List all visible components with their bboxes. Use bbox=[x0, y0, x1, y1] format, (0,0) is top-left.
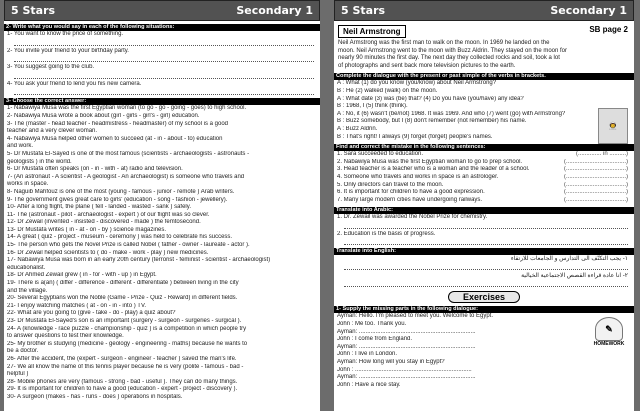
mcq-item: 22- What are you going to (give - take - do - play) a quiz about? bbox=[7, 310, 176, 317]
answer-line bbox=[344, 263, 628, 270]
dialogue-line: A : No, it (6) wasn't (be/not) 1968. It was 1969. And who (7) went (go) with Armstrong? bbox=[337, 110, 566, 117]
dialogue-heading: Complete the dialogue with the present or past simple of the verbs in brackets. bbox=[334, 73, 634, 80]
paragraph-line: of photographs and sent back more television pictures to the earth. bbox=[338, 62, 516, 69]
mcq-item: 6- Dr Mustafa often speaks (on - in - with - at) radio and television. bbox=[7, 166, 183, 173]
answer-line bbox=[14, 88, 314, 95]
mcq-item: and work. bbox=[7, 143, 34, 150]
mcq-item: works in space. bbox=[7, 181, 49, 188]
mcq-item: 12- Dr Zewail (invented - insisted - discovered - made ) the femtosecond. bbox=[7, 219, 201, 226]
mcq-item: 11- The (astronaut - pilot - archaeologist - expert ) of our flight was so clever. bbox=[7, 211, 210, 218]
to-arabic-item: 2. Education is the basis of progress. bbox=[337, 230, 436, 237]
left-page-header bbox=[4, 0, 320, 21]
dialogue-line: B : 1968, I (5) think (think). bbox=[337, 103, 408, 110]
mistake-sentence: 2. Nabawiya Musa was the first Egyptian woman to go to prep school. bbox=[337, 158, 523, 165]
mcq-item: be a doctor. bbox=[7, 348, 39, 355]
homework-label: HOMEWORK bbox=[593, 341, 625, 347]
to-arabic-item: 1. Dr. Zewail was awarded the Nobel Prize for chemistry. bbox=[337, 214, 488, 221]
mcq-item: helpful ) bbox=[7, 371, 29, 378]
left-header-level: Secondary 1 bbox=[236, 4, 313, 17]
mcq-item: 30- A surgeon (makes - has - runs - does ) operations in hospitals. bbox=[7, 393, 183, 400]
exercises-banner: Exercises bbox=[448, 291, 520, 303]
mcq-item: and the village. bbox=[7, 287, 48, 294]
mcq-item: 28- Mobile phones are very (famous - strong - bad - useful ). They can do many things. bbox=[7, 378, 238, 385]
answer-line bbox=[344, 222, 628, 229]
right-page-header bbox=[334, 0, 634, 21]
mcq-list bbox=[4, 105, 320, 401]
correction-blank: (....................................) bbox=[563, 181, 628, 188]
mcq-item: teacher and a very clever woman. bbox=[7, 128, 98, 135]
supply-heading: 1- Supply the missing parts in the following dialogue: bbox=[334, 306, 634, 313]
page-reference: SB page 2 bbox=[589, 25, 628, 34]
dialogue-line: A : What (1) do you know (you/know) about Neil Armstrong? bbox=[337, 80, 497, 87]
mcq-item: 19- There is a(an) ( differ - difference - different - differentiate ) between living in the city bbox=[7, 280, 239, 287]
mcq-item: 23- Dr Mustafa El-Sayed's son is an important (surgery - surgeon - surgeries - surgical ). bbox=[7, 318, 242, 324]
homework-badge bbox=[590, 317, 628, 347]
supply-line: Ayman: ...................................................................... bbox=[337, 328, 476, 335]
mistake-row bbox=[334, 159, 634, 167]
mcq-item: 4- Nabawiya Musa helped other women to succeed (at - in - about - to) education bbox=[7, 135, 223, 142]
mcq-item: 26- After the accident, the (expert - surgeon - engineer - teacher ) saved the man's life. bbox=[7, 355, 237, 362]
right-header-brand: 5 Stars bbox=[341, 4, 386, 17]
mcq-item: 29- It is important for children to have a good (education - expert - project - discovery ). bbox=[7, 386, 238, 393]
situation-item: 3- You suggest going to the club. bbox=[7, 64, 95, 71]
supply-line: John : ...................................................................... bbox=[337, 366, 472, 373]
mcq-item: 24- A (knowledge - race puzzle - championship - quiz ) is a competition in which people try bbox=[7, 325, 247, 332]
mistake-row bbox=[334, 174, 634, 182]
paragraph-line: nearly 90 minutes the first day. The next day they collected rocks and soil, took a lot bbox=[338, 55, 560, 62]
supply-line: Ayman: How long will you stay in Egypt? bbox=[337, 359, 445, 366]
mcq-item: 18- Dr Ahmed Zewail grew ( in - for - with - up ) in Egypt. bbox=[7, 272, 157, 279]
to-arabic-heading: Translate into Arabic: bbox=[334, 207, 634, 214]
correction-blank: (.............. in ..........) bbox=[575, 151, 628, 158]
answer-line bbox=[14, 39, 314, 46]
mistake-row bbox=[334, 166, 634, 174]
mcq-item: 9- The government gives great care to girls' (education - song - fashion - jewellery). bbox=[7, 196, 228, 203]
correction-blank: (....................................) bbox=[563, 196, 628, 203]
answer-line bbox=[344, 238, 628, 245]
answer-line bbox=[344, 280, 628, 287]
mistake-row bbox=[334, 151, 634, 159]
right-header-level: Secondary 1 bbox=[550, 4, 627, 17]
mistake-sentence: 5. Only directors can travel to the moon. bbox=[337, 181, 444, 188]
mcq-item: 1- Nabawiya Musa was the first Egyptian woman (to go - go - going - goes) to high school. bbox=[7, 105, 247, 112]
mcq-item: educationalist. bbox=[7, 264, 46, 271]
mcq-item: 27- We all know the name of this tennis player because he is very (polite - famous - bad - bbox=[7, 363, 244, 370]
astronaut-photo: 👨‍🚀 bbox=[598, 108, 628, 144]
correction-blank: (....................................) bbox=[563, 189, 628, 196]
mcq-item: 14- A great ( quiz - project - museum - ceremony ) was held to celebrate his success. bbox=[7, 234, 233, 241]
dialogue-list bbox=[334, 80, 634, 141]
mcq-item: 5- Dr Mustafa El-Sayed is one of the most famous (scientists - archaeologists - astronauts - bbox=[7, 150, 250, 157]
paragraph-line: Neil Armstrong was the first man to walk on the moon. In 1969 he landed on the bbox=[338, 40, 550, 46]
student-icon: ✎ bbox=[595, 317, 623, 341]
situation-item: 2- You invite your friend to your birthday party. bbox=[7, 47, 129, 54]
supply-line: Ayman: ...................................................................... bbox=[337, 343, 476, 350]
paragraph-line: moon. Neil Armstrong went to the moon with Buzz Aldrin. They stayed on the moon for bbox=[338, 47, 568, 54]
mcq-item: 7- (An astronaut - A scientist - A geologist - An archaeologist) is someone who travels and bbox=[7, 173, 245, 180]
mcq-item: 8- Naguib Mahfouz is one of the most (young - famous - junior - remote ) Arab writers. bbox=[7, 188, 235, 195]
mistake-sentence: 6. It is important for children to have a good expression. bbox=[337, 189, 485, 196]
supply-line: John : Me too. Thank you. bbox=[337, 321, 407, 328]
mcq-item: 25- My brother is studying (medicine - geology - engineering - maths) because he wants to bbox=[7, 340, 248, 347]
mistake-sentence: 1. Sara succeeded to education. bbox=[337, 151, 424, 158]
supply-dialogue bbox=[334, 313, 634, 389]
mcq-item: 16- Dr Zewail helped scientists to ( do - make - work - play ) new medicines. bbox=[7, 249, 209, 256]
mistake-sentence: 3. Head teacher is a teacher who is a woman and the leader of a school. bbox=[337, 166, 530, 173]
to-english-item: ٢- انا عادة قراءة القصص الاجتماعية الخيالية bbox=[521, 273, 628, 280]
mistake-heading: Find and correct the mistake in the following sentences: bbox=[334, 144, 634, 151]
mcq-heading: 3- Choose the correct answer: bbox=[4, 98, 320, 105]
dialogue-line: A : What date (3) was (be) that? (4) Do you have (you/have) any idea? bbox=[337, 95, 524, 102]
mistake-row bbox=[334, 197, 634, 205]
situation-item: 1- You want to know the price of something. bbox=[7, 31, 124, 37]
mcq-item: 20- Several Egyptians won the Noble (Game - Prize - Quiz - Reward) in different fields. bbox=[7, 295, 238, 302]
dialogue-line: B : That's right! I always (9) forget (forget) people's names. bbox=[337, 133, 493, 140]
left-header-brand: 5 Stars bbox=[11, 4, 56, 17]
supply-line: Ayman: Hello. I'm pleased to meet you. Welcome to Egypt. bbox=[337, 313, 493, 320]
mcq-item: 2- Nabawiya Musa wrote a book about (girl - girls - girl's - girl) education. bbox=[7, 112, 200, 119]
supply-line: John : I live in London. bbox=[337, 351, 398, 358]
answer-line bbox=[14, 55, 314, 62]
mistakes-list bbox=[334, 151, 634, 204]
mcq-item: 21- I enjoy watching matches ( at - on - in - into ) TV. bbox=[7, 302, 147, 309]
reading-paragraph bbox=[334, 40, 634, 70]
answer-line bbox=[14, 72, 314, 79]
mistake-sentence: 7. Many large modern cities have undergoing railways. bbox=[337, 196, 483, 203]
left-worksheet-page bbox=[4, 0, 320, 411]
dialogue-line: B : Buzz somebody, but I (8) don't remember (not remember) his name. bbox=[337, 118, 527, 125]
right-worksheet-page bbox=[334, 0, 634, 411]
to-english-item: ١- يجب التكنّف الى التدارس و الجامعات للارتقاء bbox=[510, 256, 628, 263]
dialogue-line: A : Buzz Aldrin. bbox=[337, 125, 378, 132]
supply-line: John : Have a nice stay. bbox=[337, 381, 401, 388]
situation-item: 4- You ask your friend to lend you his new camera. bbox=[7, 80, 142, 87]
situations-heading: 2- Write what you would say in each of the following situations: bbox=[4, 24, 320, 31]
mcq-item: 17- Nabawiya Musa was born in an early 20th century (terrorist - feminist - scientist - archaeologist) bbox=[7, 257, 271, 264]
mcq-item: to answer questions to test their knowledge. bbox=[7, 333, 124, 340]
supply-line: John : I come from England. bbox=[337, 336, 413, 343]
mcq-item: 15- The person who gets the Novel Prize is called Nobel ( father - owner - laureate - actor ). bbox=[7, 242, 250, 249]
correction-blank: (....................................) bbox=[563, 166, 628, 173]
mistake-sentence: 4. Someone who travels and works in space is an astrologer. bbox=[337, 173, 499, 180]
supply-line: Ayman: ...................................................................... bbox=[337, 374, 476, 381]
lesson-title: Neil Armstrong bbox=[338, 25, 406, 38]
mistake-row bbox=[334, 189, 634, 197]
mcq-item: 10- After a long flight, the plane ( fell - landed - wasted - sank ) safely. bbox=[7, 204, 191, 211]
mcq-item: 3- The (master - head teacher - headmistress - headmaster) of my school is a good bbox=[7, 120, 228, 127]
mcq-item: geologists ) in the world. bbox=[7, 158, 72, 165]
correction-blank: (....................................) bbox=[563, 173, 628, 180]
dialogue-line: B : He (2) walked (walk) on the moon. bbox=[337, 87, 438, 94]
correction-blank: (....................................) bbox=[563, 158, 628, 165]
mistake-row bbox=[334, 182, 634, 190]
to-english-heading: Translate into English: bbox=[334, 248, 634, 255]
mcq-item: 13- Dr Mustafa writes ( in - at - on - by ) science magazines. bbox=[7, 226, 167, 233]
